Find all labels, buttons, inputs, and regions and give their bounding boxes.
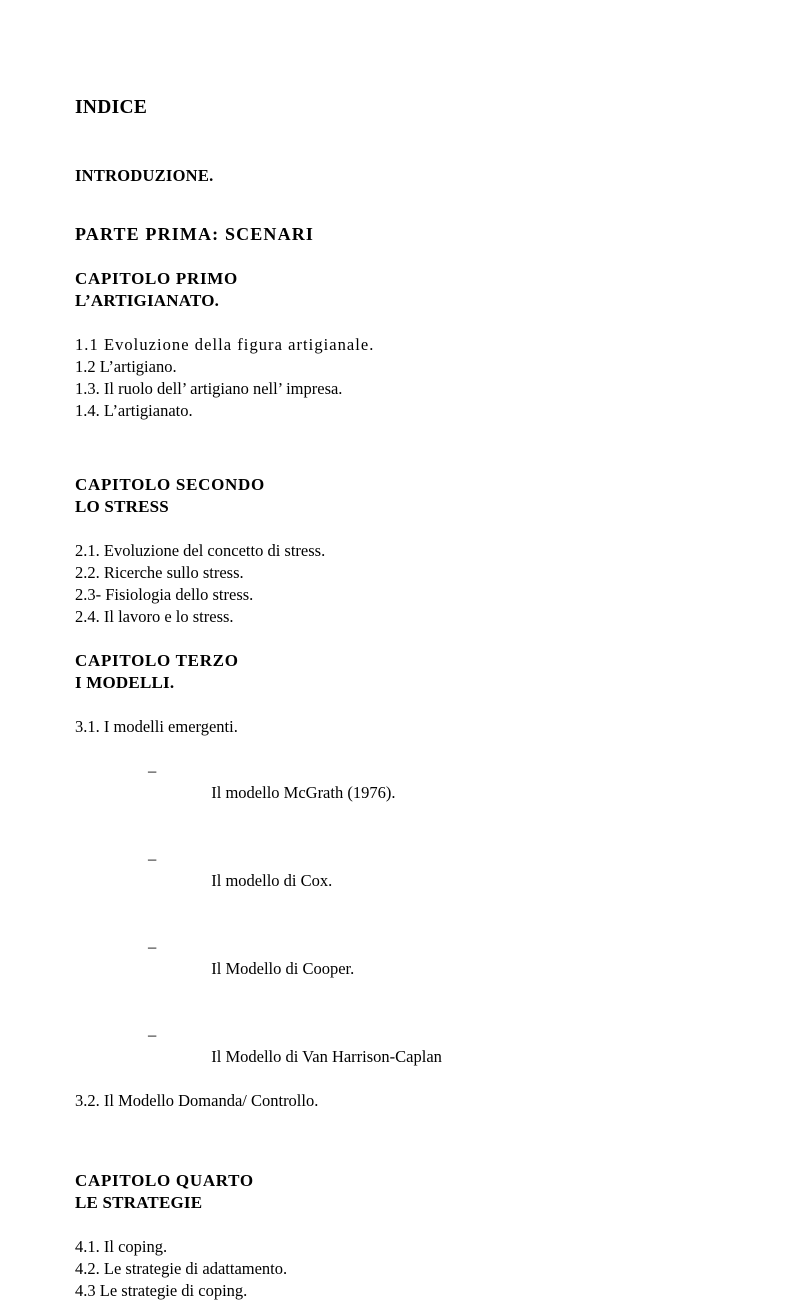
page-title: INDICE <box>75 97 148 118</box>
toc-chapter-quarto <box>75 1170 715 1302</box>
dash-bullet-icon: – <box>148 937 157 956</box>
toc-entry[interactable]: 4.2. Le strategie di adattamento. <box>75 1259 288 1278</box>
spacer <box>75 246 715 268</box>
toc-entry[interactable]: 1.2 L’artigiano. <box>75 357 177 376</box>
toc-entry[interactable]: 2.4. Il lavoro e lo stress. <box>75 607 234 626</box>
chapter-entries <box>75 1236 715 1302</box>
toc-subentry-label: Il Modello di Van Harrison-Caplan <box>211 1047 442 1066</box>
chapter-subheading: LE STRATEGIE <box>75 1193 203 1212</box>
dash-bullet-icon: – <box>148 1025 157 1044</box>
toc-chapter-terzo <box>75 650 715 1112</box>
chapter-entries <box>75 334 715 422</box>
chapter-heading: CAPITOLO SECONDO <box>75 475 265 494</box>
toc-entry[interactable]: 2.1. Evoluzione del concetto di stress. <box>75 541 326 560</box>
chapter-subheading: I MODELLI. <box>75 673 175 692</box>
chapter-heading: CAPITOLO TERZO <box>75 651 239 670</box>
toc-chapter-secondo <box>75 474 715 628</box>
toc-subentry-label: Il modello di Cox. <box>211 871 333 890</box>
chapter-subheading: L’ARTIGIANATO. <box>75 291 220 310</box>
toc-entry[interactable]: 2.3- Fisiologia dello stress. <box>75 585 254 604</box>
toc-part-one-heading: PARTE PRIMA: SCENARI <box>75 224 315 244</box>
spacer <box>75 694 715 716</box>
table-of-contents <box>75 96 715 1302</box>
toc-chapter-primo <box>75 268 715 422</box>
toc-entry[interactable]: 4.1. Il coping. <box>75 1237 168 1256</box>
spacer <box>75 518 715 540</box>
toc-entry[interactable]: 3.2. Il Modello Domanda/ Controllo. <box>75 1091 319 1110</box>
chapter-heading: CAPITOLO QUARTO <box>75 1171 254 1190</box>
chapter-entries <box>75 716 715 1112</box>
toc-subentry-label: Il modello McGrath (1976). <box>211 783 396 802</box>
spacer <box>75 120 715 165</box>
toc-entry[interactable]: 1.4. L’artigianato. <box>75 401 193 420</box>
toc-subentry[interactable] <box>75 1002 715 1090</box>
dash-bullet-icon: – <box>148 849 157 868</box>
toc-entry[interactable]: 1.3. Il ruolo dell’ artigiano nell’ impresa. <box>75 379 343 398</box>
toc-entry[interactable]: 3.1. I modelli emergenti. <box>75 717 238 736</box>
toc-entry[interactable]: 2.2. Ricerche sullo stress. <box>75 563 244 582</box>
spacer <box>75 628 715 650</box>
toc-entry[interactable]: 1.1 Evoluzione della figura artigianale. <box>75 335 375 354</box>
toc-entry[interactable]: 4.3 Le strategie di coping. <box>75 1281 248 1300</box>
spacer <box>75 186 715 223</box>
spacer <box>75 312 715 334</box>
spacer <box>75 1112 715 1170</box>
chapter-entries <box>75 540 715 628</box>
toc-subentry[interactable] <box>75 914 715 1002</box>
chapter-subheading: LO STRESS <box>75 497 169 516</box>
toc-subentry[interactable] <box>75 738 715 826</box>
chapter-heading: CAPITOLO PRIMO <box>75 269 238 288</box>
toc-introduction-heading: INTRODUZIONE. <box>75 166 214 185</box>
toc-subentry[interactable] <box>75 826 715 914</box>
spacer <box>75 422 715 474</box>
dash-bullet-icon: – <box>148 761 157 780</box>
toc-subentry-label: Il Modello di Cooper. <box>211 959 355 978</box>
spacer <box>75 1214 715 1236</box>
